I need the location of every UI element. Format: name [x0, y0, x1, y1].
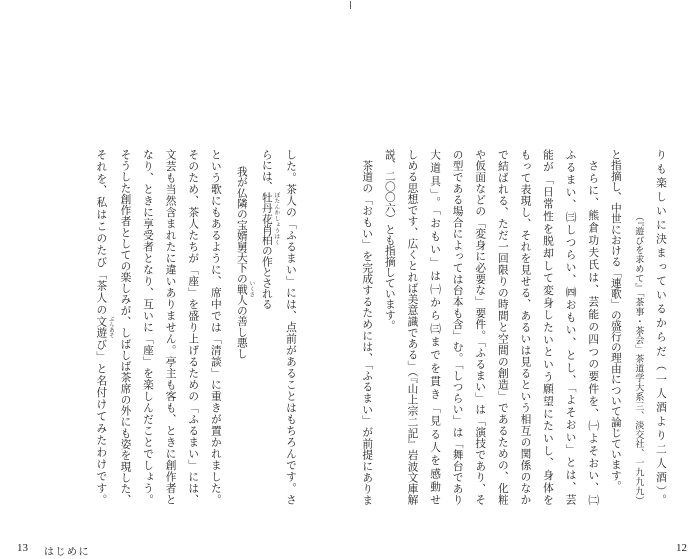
text-run: や仮面などの「変身に必要な」要件。「ふるまい」は「演技であり、そ — [474, 149, 488, 505]
text-run: らには、 — [260, 149, 274, 192]
ruby-term — [235, 280, 255, 298]
text-run: び」と名付けてみたわけです。 — [95, 337, 109, 505]
text-run: なり、ときに享受者となり、互いに「座」を楽しんだことでしょう。 — [142, 149, 156, 505]
citation-line — [627, 149, 650, 505]
text-line — [257, 149, 280, 505]
text-line — [114, 149, 137, 505]
text-run: しめる思想です、広くとれば美意識である」（『山上宗二記』岩波文庫解 — [406, 149, 420, 505]
text-run: の作とされる — [260, 245, 274, 310]
text-line — [559, 149, 582, 505]
text-line — [159, 149, 182, 505]
text-line — [582, 149, 605, 505]
text-line — [446, 149, 469, 505]
text-run: 大道具」。「おもい」は㈠から㈢までを貫き「見る人を感動せ — [429, 149, 443, 505]
ruby-term — [95, 316, 114, 338]
ruby-base: 牡丹花肖柏 — [260, 191, 274, 246]
text-line — [91, 149, 114, 505]
text-run: 我が仏隣の宝婿舅天下の — [235, 166, 249, 284]
text-line — [536, 149, 559, 505]
text-line — [604, 149, 627, 505]
text-run: ふるまい、㈢しつらい、㈣おもい、とし、「よそおい」とは、芸 — [564, 149, 578, 505]
page-number: 12 — [676, 542, 687, 554]
page-number: 13 — [17, 542, 28, 554]
ruby-term — [260, 191, 280, 246]
text-line — [649, 149, 672, 505]
left-page-text — [91, 149, 302, 505]
text-line — [423, 149, 446, 505]
text-run: という歌にもあるように、席中では「清談」に重きが置かれました。 — [209, 149, 223, 505]
text-line — [136, 149, 159, 505]
text-run: の型である場合によっては台本も含」む。「しつらい」は「舞台であり — [451, 149, 465, 505]
text-line — [204, 149, 227, 505]
text-line — [356, 149, 379, 505]
text-run: （『遊びを求めて』「茶事・茶会」茶道学大系三、淡交社、一九九九） — [633, 212, 644, 505]
right-page-text — [356, 149, 672, 505]
right-page — [350, 0, 700, 559]
text-run: で結ばれる、ただ一回限りの時間と空間の創造」であるための、化粧 — [496, 149, 510, 505]
text-run: 能が「日常性を脱却して変身したいという願望にたいし、身体を — [542, 149, 556, 505]
ruby-base: 戦 — [235, 280, 249, 298]
text-line — [491, 149, 514, 505]
text-run: もって表現し、それを見せる、あるいは見るという相互の関係のなか — [519, 149, 533, 505]
ruby-reading: ぶんあそ — [107, 316, 114, 338]
text-line — [514, 149, 537, 505]
ruby-reading: いくさ — [248, 280, 255, 298]
text-run: そうした創作者としての楽しみが、しばしば茶席の外にも姿を現した、 — [119, 149, 133, 505]
text-line — [182, 149, 205, 505]
text-run: 人の善し悪し — [235, 294, 249, 359]
ruby-base: 文遊 — [95, 316, 109, 338]
text-line — [469, 149, 492, 505]
verse-line — [227, 149, 257, 505]
text-run: 茶道の「おもい」を完成するためには、「ふるまい」が前提にありま — [361, 159, 375, 505]
text-run: した。茶人の「ふるまい」には、点前があることはもちろんです。さ — [285, 149, 298, 505]
text-line — [401, 149, 424, 505]
running-head: はじめに — [44, 547, 90, 558]
text-run: 文芸も当然含まれたに違いありません。亭主も客も、ときに創作者と — [164, 149, 178, 505]
text-run: それを、私はこのたび「茶人の — [95, 149, 109, 317]
text-run: りも楽しいに決まっているからだ（一人酒より二人酒）。 — [655, 149, 668, 505]
ruby-reading: ぼたんかしょうはく — [273, 191, 280, 246]
text-run: そのため、茶人たちが「座」を盛り上げるための「ふるまい」には、 — [187, 149, 201, 505]
text-line — [378, 149, 401, 505]
text-run: 説、二〇〇六）とも指摘しています。 — [383, 149, 397, 331]
text-line — [279, 149, 302, 505]
text-run: と指摘し、中世における「連歌」の盛行の理由について論じています。 — [609, 149, 623, 492]
text-run: さらに、熊倉功夫氏は、芸能の四つの要件を、㈠よそおい、㈡ — [587, 159, 601, 505]
